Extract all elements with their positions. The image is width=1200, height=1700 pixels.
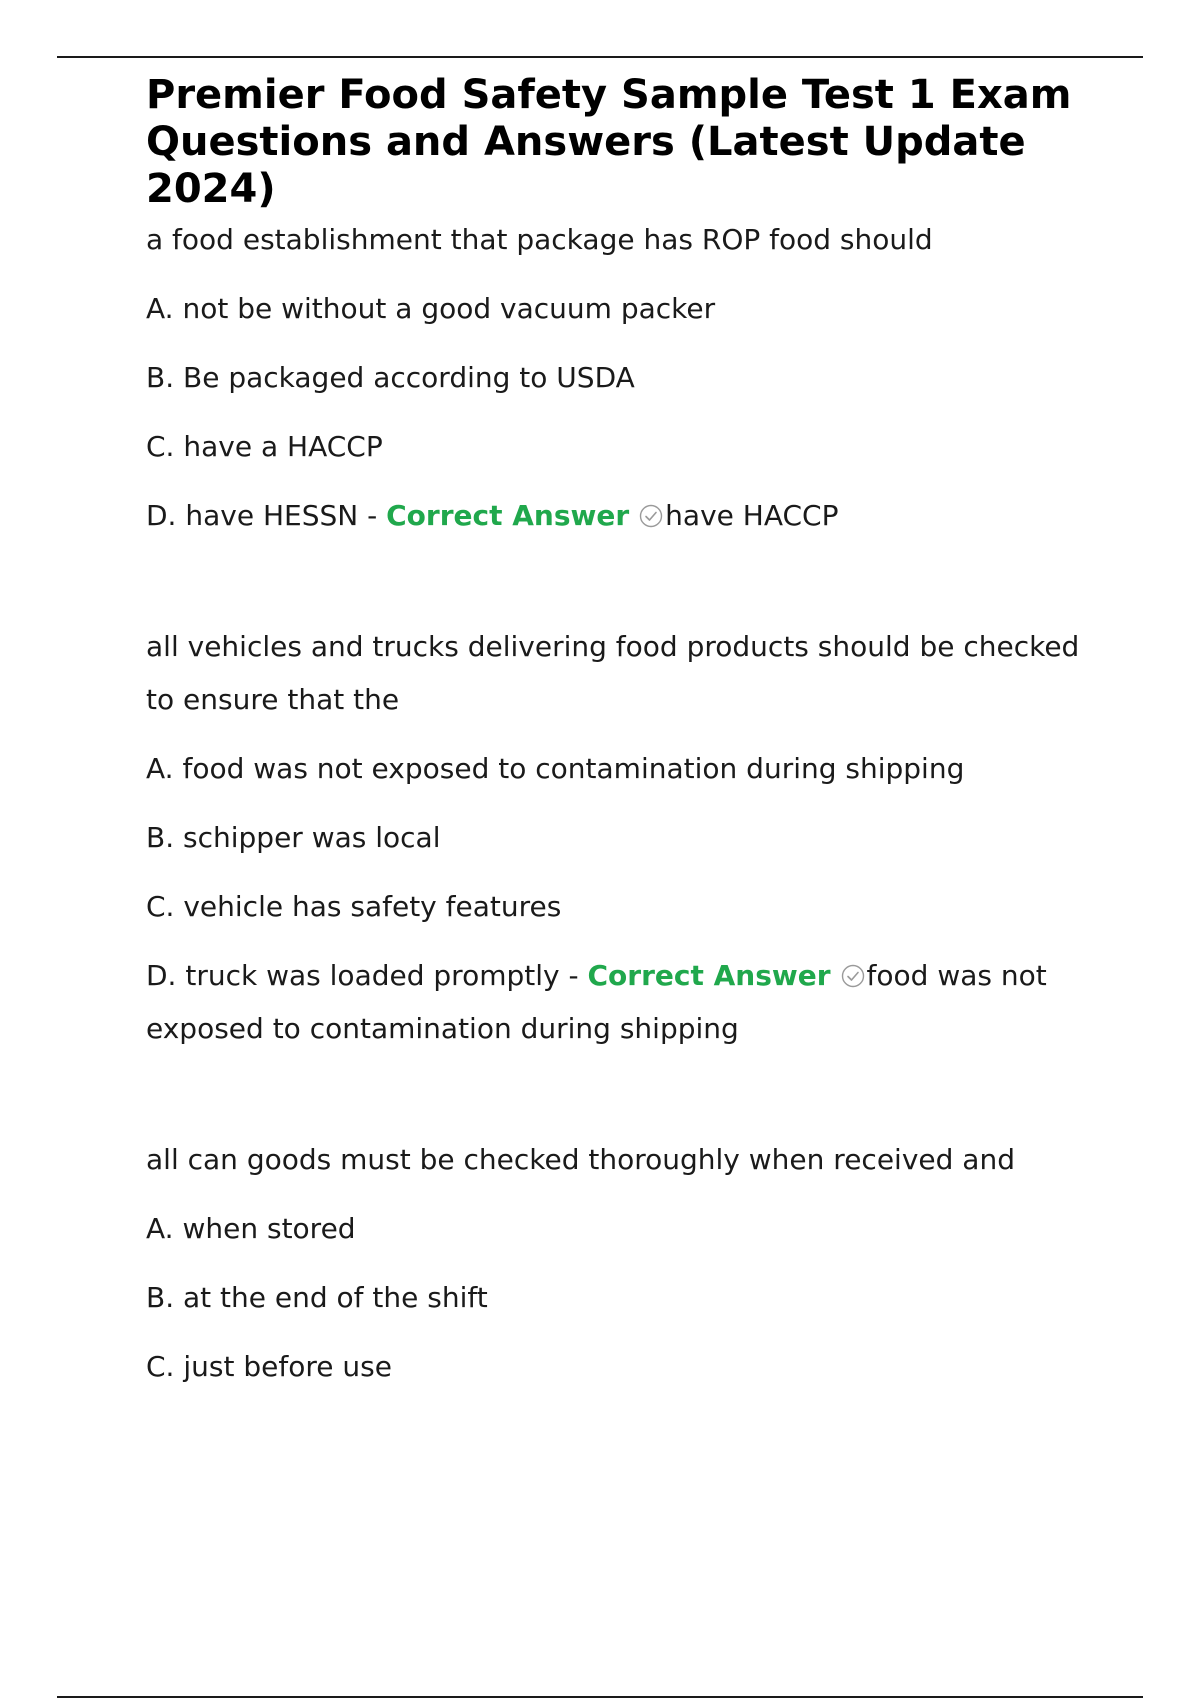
option-a: A. food was not exposed to contamination during shipping: [146, 752, 965, 785]
answer-text: have HACCP: [665, 499, 839, 532]
option-d: D. have HESSN -: [146, 499, 387, 532]
document-title: Premier Food Safety Sample Test 1 Exam Questions and Answers (Latest Update 2024): [146, 72, 1072, 212]
question-2: [146, 620, 1096, 1055]
answer-text: food was not exposed to contamination during shipping: [146, 959, 1047, 1045]
option-d-with-answer: [146, 489, 1096, 542]
question-text: all can goods must be checked thoroughly when received and: [146, 1143, 1015, 1176]
option-b: B. at the end of the shift: [146, 1281, 488, 1314]
bottom-rule: [57, 1696, 1143, 1698]
option-c: C. have a HACCP: [146, 430, 383, 463]
option-a: A. not be without a good vacuum packer: [146, 292, 716, 325]
option-b: B. Be packaged according to USDA: [146, 361, 635, 394]
document-body: [146, 72, 1096, 1393]
option-a: A. when stored: [146, 1212, 356, 1245]
correct-answer-label: Correct Answer: [587, 959, 831, 992]
correct-answer-label: Correct Answer: [386, 499, 630, 532]
option-b: B. schipper was local: [146, 821, 441, 854]
top-rule: [57, 56, 1143, 58]
spacer: [146, 542, 1096, 620]
option-d: D. truck was loaded promptly -: [146, 959, 588, 992]
option-c: C. just before use: [146, 1350, 392, 1383]
check-circle-icon: [639, 504, 663, 528]
spacer: [146, 1055, 1096, 1133]
question-1: [146, 213, 1096, 542]
option-d-with-answer: [146, 949, 1096, 1055]
option-c: C. vehicle has safety features: [146, 890, 562, 923]
question-text: a food establishment that package has ROP food should: [146, 223, 933, 256]
question-text: all vehicles and trucks delivering food products should be checked to ensure that the: [146, 630, 1080, 716]
check-circle-icon: [841, 964, 865, 988]
question-3: [146, 1133, 1096, 1393]
